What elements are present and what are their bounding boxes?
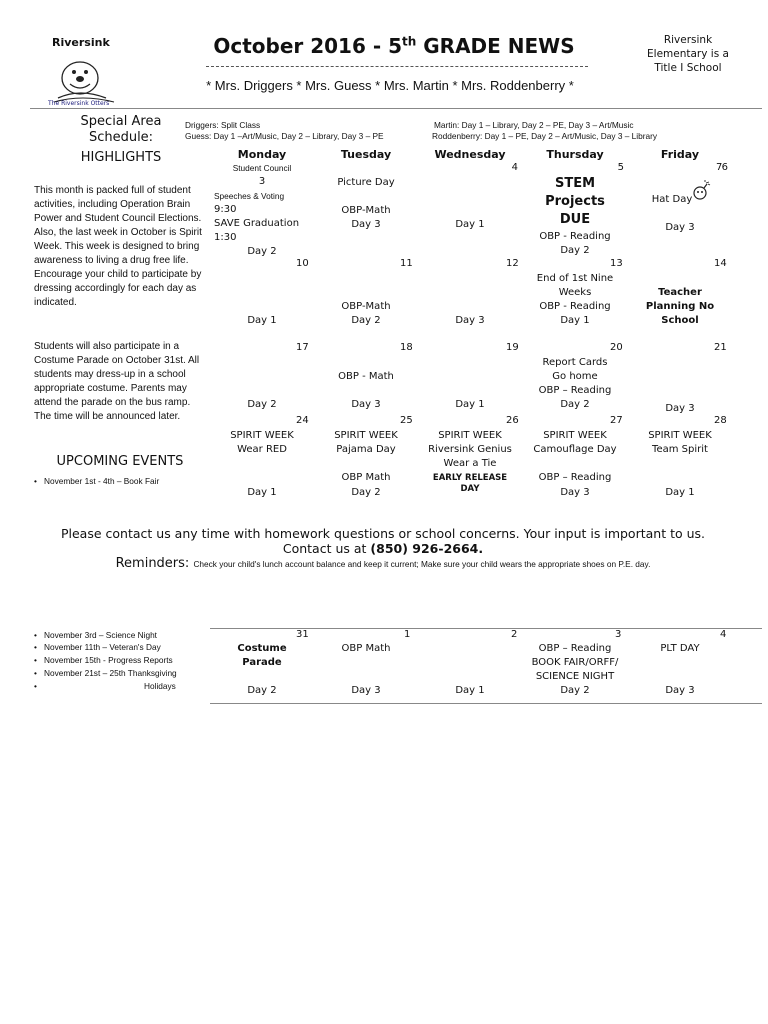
calendar-text: OBP – Reading: [538, 385, 612, 396]
reminders: [40, 556, 726, 571]
calendar-text: OBP – Reading: [538, 643, 612, 654]
schedule-driggers: Driggers: Split Class: [185, 120, 261, 130]
calendar-day-rotation: Day 3: [351, 399, 381, 410]
event-item: • November 11th – Veteran's Day: [34, 642, 161, 652]
date-number: 14: [714, 258, 727, 269]
calendar-text: Projects: [545, 194, 605, 209]
calendar-text: Costume Parade: [237, 643, 287, 668]
calendar-text: Picture Day: [337, 177, 395, 188]
calendar-day-rotation: Day 3: [351, 685, 381, 696]
date-number: 5: [617, 162, 624, 173]
date-number: 2: [511, 629, 518, 640]
calendar-text: Team Spirit: [652, 444, 708, 455]
calendar-text: SPIRIT WEEK: [648, 430, 712, 441]
calendar-day-rotation: Day 1: [560, 315, 590, 326]
calendar-text: SPIRIT WEEK: [543, 430, 607, 441]
calendar-text: SPIRIT WEEK: [230, 430, 294, 441]
date-number: 11: [400, 258, 413, 269]
school-logo: [44, 32, 122, 110]
date-number: 31: [296, 629, 309, 640]
calendar-text: Speeches & Voting: [214, 191, 285, 201]
logo-caption: The Riversink Otters: [48, 100, 110, 107]
event-item: • November 1st - 4th – Book Fair: [34, 476, 160, 486]
date-number: 17: [296, 342, 309, 353]
calendar-text: DUE: [559, 212, 591, 227]
bomb-icon: [690, 180, 712, 206]
date-number: 25: [400, 415, 413, 426]
phone-number: (850) 926-2664.: [370, 541, 484, 556]
calendar-text: Wear RED: [237, 444, 287, 455]
calendar-text: BOOK FAIR/ORFF/: [531, 657, 619, 668]
day-header-monday: Monday: [237, 148, 287, 161]
date-number: 7: [716, 162, 723, 173]
calendar-day-rotation: Day 1: [665, 487, 695, 498]
calendar-text: Pajama Day: [336, 444, 396, 455]
calendar-day-rotation: Day 3: [665, 403, 695, 414]
calendar-day-rotation: Day 1: [455, 685, 485, 696]
calendar-text: PLT DAY: [660, 643, 700, 654]
calendar-text: Report Cards: [542, 357, 608, 368]
calendar-day-rotation: Day 2: [247, 399, 277, 410]
week5-top-rule: [210, 628, 762, 629]
calendar-cell-oct-3: Student Council 3: [210, 161, 314, 189]
calendar-day-rotation: Day 1: [247, 315, 277, 326]
highlights-heading: HIGHLIGHTS: [80, 150, 162, 165]
schedule-roddenberry: Roddenberry: Day 1 – PE, Day 2 – Art/Music, Day 3 – Library: [432, 131, 658, 141]
date-number: 13: [610, 258, 623, 269]
contact-line-1: Please contact us any time with homework questions or school concerns. Your input is important to us.: [60, 526, 706, 541]
calendar-text: OBP-Math: [341, 205, 391, 216]
date-number: 19: [506, 342, 519, 353]
title-post: GRADE NEWS: [416, 34, 575, 58]
upcoming-events-heading: UPCOMING EVENTS: [56, 454, 184, 469]
week5-bottom-rule: [210, 703, 762, 704]
calendar-text: EARLY RELEASE DAY: [432, 473, 508, 494]
reminders-text: Check your child's lunch account balance and keep it current; Make sure your child wears the appropriate shoes on P.E. day.: [193, 559, 651, 569]
calendar-day-rotation: Day 1: [455, 219, 485, 230]
calendar-day-rotation: Day 3: [560, 487, 590, 498]
calendar-text: OBP Math: [341, 472, 391, 483]
event-item: • November 3rd – Science Night: [34, 630, 157, 640]
calendar-day-rotation: Day 1: [247, 487, 277, 498]
date-number: 27: [610, 415, 623, 426]
calendar-text: Wear a Tie: [443, 458, 497, 469]
calendar-day-rotation: Day 3: [455, 315, 485, 326]
calendar-text: Go home: [552, 371, 598, 382]
date-number: 6: [721, 162, 728, 173]
date-number: 10: [296, 258, 309, 269]
day-header-thursday: Thursday: [546, 148, 604, 161]
day-header-tuesday: Tuesday: [340, 148, 392, 161]
calendar-text: SPIRIT WEEK: [334, 430, 398, 441]
date-number: 21: [714, 342, 727, 353]
calendar-text: Teacher Planning No School: [645, 287, 715, 326]
title-one-note: Riversink Elementary is a Title I School: [647, 34, 729, 74]
calendar-day-rotation: Day 2: [247, 685, 277, 696]
date-number: 24: [296, 415, 309, 426]
highlights-paragraph-1: This month is packed full of student activities, including Operation Brain Power and Student Council Elections. Also, the last week in October is Spirit Week. This week is designed to bring awareness to living a drug free life. Encourage your child to participate by dressing accordingly for each day as indicated.: [34, 185, 202, 308]
date-number: 1: [404, 629, 411, 640]
date-number: 3: [615, 629, 622, 640]
calendar-text: Hat Day: [651, 194, 693, 205]
reminders-label: Reminders:: [115, 556, 194, 571]
logo-text: Riversink: [52, 36, 110, 49]
date-number: 4: [720, 629, 727, 640]
highlights-paragraph-2: Students will also participate in a Costume Parade on October 31st. All students may dress-up in a school appropriate costume. Parents may attend the parade on the bus ramp. The time will be announced later.: [34, 341, 200, 422]
event-item: • Holidays: [34, 681, 176, 691]
teacher-names: * Mrs. Driggers * Mrs. Guess * Mrs. Martin * Mrs. Roddenberry *: [206, 78, 574, 93]
day-header-wednesday: Wednesday: [434, 148, 506, 161]
date-number: 3: [258, 176, 266, 187]
calendar-text: STEM: [554, 176, 596, 191]
newsletter-title: [160, 34, 628, 58]
calendar-day-rotation: Day 2: [560, 685, 590, 696]
day-header-friday: Friday: [660, 148, 700, 161]
special-area-title: Special Area Schedule:: [80, 114, 162, 145]
calendar-day-rotation: Day 2: [560, 399, 590, 410]
contact-line-2: Contact us at (850) 926-2664.: [282, 541, 484, 556]
schedule-guess: Guess: Day 1 –Art/Music, Day 2 – Library, Day 3 – PE: [185, 131, 384, 141]
title-divider: [206, 66, 588, 67]
calendar-text: Camouflage Day: [533, 444, 617, 455]
title-pre: October 2016 - 5: [213, 34, 403, 58]
event-item: • November 15th - Progress Reports: [34, 655, 173, 665]
date-number: 4: [511, 162, 518, 173]
calendar-text: OBP Math: [341, 643, 391, 654]
calendar-text: SCIENCE NIGHT: [535, 671, 615, 682]
header-rule: [30, 108, 762, 109]
calendar-text: 9:30: [214, 204, 237, 215]
calendar-text: OBP - Reading: [539, 301, 611, 312]
calendar-day-rotation: Day 3: [351, 219, 381, 230]
date-number: 18: [400, 342, 413, 353]
calendar-text: 1:30: [214, 232, 237, 243]
calendar-text: SPIRIT WEEK: [438, 430, 502, 441]
calendar-day-rotation: Day 3: [665, 222, 695, 233]
date-number: 12: [506, 258, 519, 269]
date-number: 26: [506, 415, 519, 426]
contact-message: [40, 526, 726, 556]
calendar-day-rotation: Day 2: [560, 245, 590, 256]
calendar-day-rotation: Day 2: [351, 315, 381, 326]
schedule-martin: Martin: Day 1 – Library, Day 2 – PE, Day 3 – Art/Music: [434, 120, 634, 130]
calendar-text: SAVE Graduation: [214, 218, 300, 229]
calendar-day-rotation: Day 1: [455, 399, 485, 410]
title-sup: th: [402, 34, 417, 49]
calendar-text: OBP – Reading: [538, 472, 612, 483]
calendar-text: Riversink Genius: [428, 444, 512, 455]
calendar-day-rotation: Day 2: [351, 487, 381, 498]
calendar-day-rotation: Day 2: [247, 246, 277, 257]
calendar-text: OBP - Math: [338, 371, 394, 382]
event-item: • November 21st – 25th Thanksgiving: [34, 668, 177, 678]
date-number: 28: [714, 415, 727, 426]
calendar-text: OBP - Reading: [539, 231, 611, 242]
calendar-text: End of 1st Nine Weeks: [536, 273, 614, 298]
date-number: 20: [610, 342, 623, 353]
calendar-text: OBP-Math: [341, 301, 391, 312]
calendar-day-rotation: Day 3: [665, 685, 695, 696]
